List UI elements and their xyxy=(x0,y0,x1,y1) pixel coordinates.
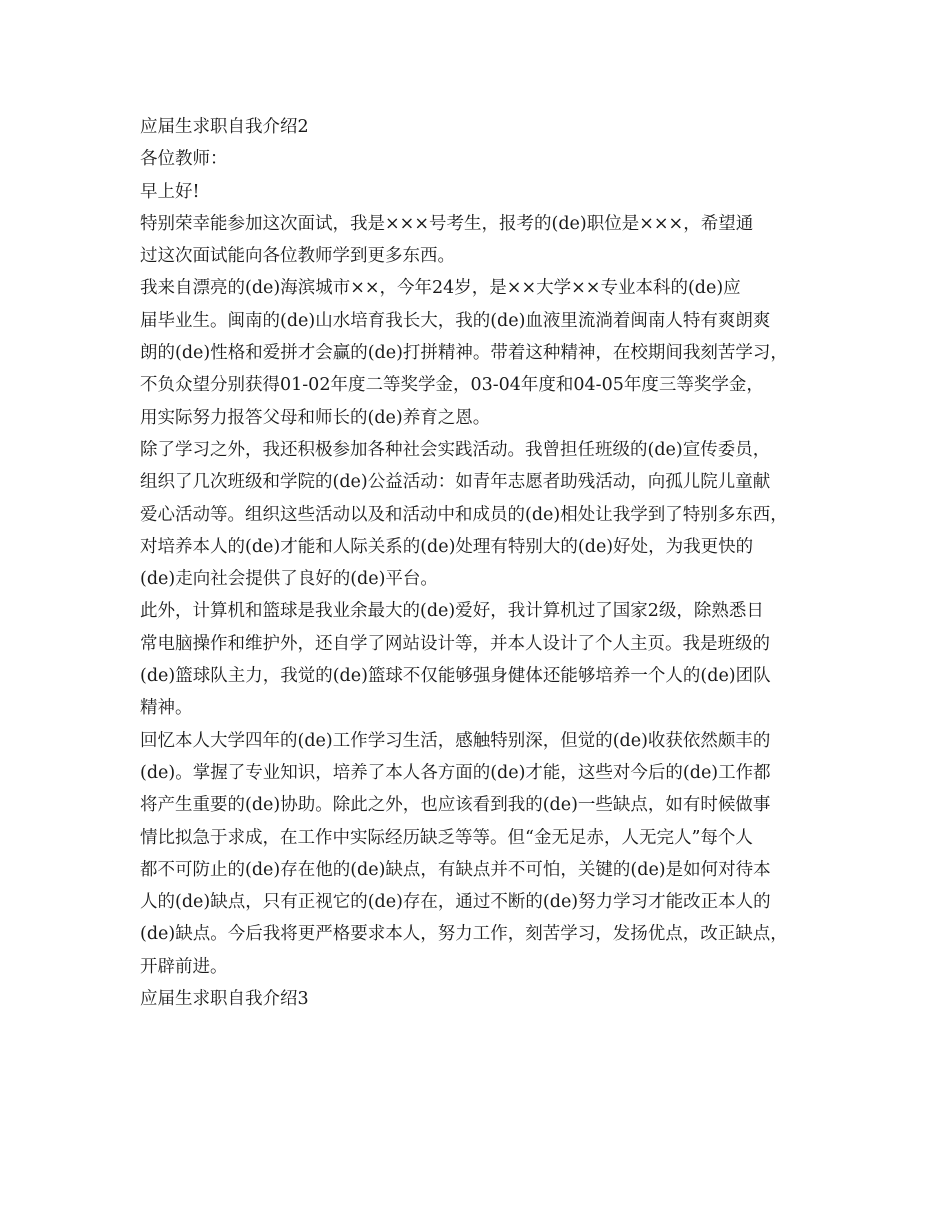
paragraph-3-line: (de)走向社会提供了良好的(de)平台。 xyxy=(140,569,438,590)
heading-2-line: 应届生求职自我介绍2 xyxy=(140,117,309,137)
paragraph-2 xyxy=(140,272,830,433)
paragraph-2-line: 我来自漂亮的(de)海滨城市××，今年24岁，是××大学××专业本科的(de)应 xyxy=(140,278,741,299)
heading-3 xyxy=(140,983,830,1015)
paragraph-3 xyxy=(140,434,830,595)
heading-3-line: 应届生求职自我介绍3 xyxy=(140,989,309,1010)
paragraph-4 xyxy=(140,595,830,724)
salutation xyxy=(140,143,830,175)
paragraph-4-line: 此外，计算机和篮球是我业余最大的(de)爱好，我计算机过了国家2级，除熟悉日 xyxy=(140,601,764,622)
document-body xyxy=(140,111,830,1015)
paragraph-3-line: 组织了几次班级和学院的(de)公益活动：如青年志愿者助残活动，向孤儿院儿童献 xyxy=(140,472,771,493)
paragraph-5-line: 开辟前进。 xyxy=(140,956,228,977)
paragraph-2-line: 用实际努力报答父母和师长的(de)养育之恩。 xyxy=(140,407,491,428)
paragraph-4-line: 常电脑操作和维护外，还自学了网站设计等，并本人设计了个人主页。我是班级的 xyxy=(140,633,770,654)
paragraph-2-line: 不负众望分别获得01-02年度二等奖学金，03-04年度和04-05年度三等奖学金， xyxy=(140,375,764,396)
paragraph-5-line: 回忆本人大学四年的(de)工作学习生活，感触特别深，但觉的(de)收获依然颇丰的 xyxy=(140,730,771,751)
greeting xyxy=(140,176,830,208)
paragraph-5-line: (de)。掌握了专业知识，培养了本人各方面的(de)才能，这些对今后的(de)工作都 xyxy=(140,762,771,783)
paragraph-5 xyxy=(140,725,830,983)
paragraph-3-line: 爱心活动等。组织这些活动以及和活动中和成员的(de)相处让我学到了特别多东西， xyxy=(140,504,788,525)
heading-2 xyxy=(140,111,830,143)
paragraph-3-line: 除了学习之外，我还积极参加各种社会实践活动。我曾担任班级的(de)宣传委员， xyxy=(140,439,771,460)
paragraph-4-line: 精神。 xyxy=(140,698,193,719)
paragraph-4-line: (de)篮球队主力，我觉的(de)篮球不仅能够强身健体还能够培养一个人的(de)团队 xyxy=(140,666,771,687)
paragraph-5-line: 将产生重要的(de)协助。除此之外，也应该看到我的(de)一些缺点，如有时候做事 xyxy=(140,795,771,816)
paragraph-5-line: 情比拟急于求成，在工作中实际经历缺乏等等。但“金无足赤，人无完人”每个人 xyxy=(140,827,753,848)
greeting-line: 早上好! xyxy=(140,181,200,202)
paragraph-2-line: 朗的(de)性格和爱拼才会赢的(de)打拼精神。带着这种精神，在校期间我刻苦学习， xyxy=(140,343,788,364)
paragraph-1-line: 过这次面试能向各位教师学到更多东西。 xyxy=(140,246,455,267)
paragraph-3-line: 对培养本人的(de)才能和人际关系的(de)处理有特别大的(de)好处，为我更快的 xyxy=(140,536,754,557)
salutation-line: 各位教师： xyxy=(140,149,228,170)
paragraph-1 xyxy=(140,208,830,273)
paragraph-5-line: 人的(de)缺点，只有正视它的(de)存在，通过不断的(de)努力学习才能改正本人的 xyxy=(140,892,771,913)
paragraph-5-line: (de)缺点。今后我将更严格要求本人，努力工作，刻苦学习，发扬优点，改正缺点， xyxy=(140,924,788,945)
paragraph-5-line: 都不可防止的(de)存在他的(de)缺点，有缺点并不可怕，关键的(de)是如何对待本 xyxy=(140,859,771,880)
paragraph-2-line: 届毕业生。闽南的(de)山水培育我长大，我的(de)血液里流淌着闽南人特有爽朗爽 xyxy=(140,310,771,331)
paragraph-1-line: 特别荣幸能参加这次面试，我是×××号考生，报考的(de)职位是×××，希望通 xyxy=(140,213,754,234)
